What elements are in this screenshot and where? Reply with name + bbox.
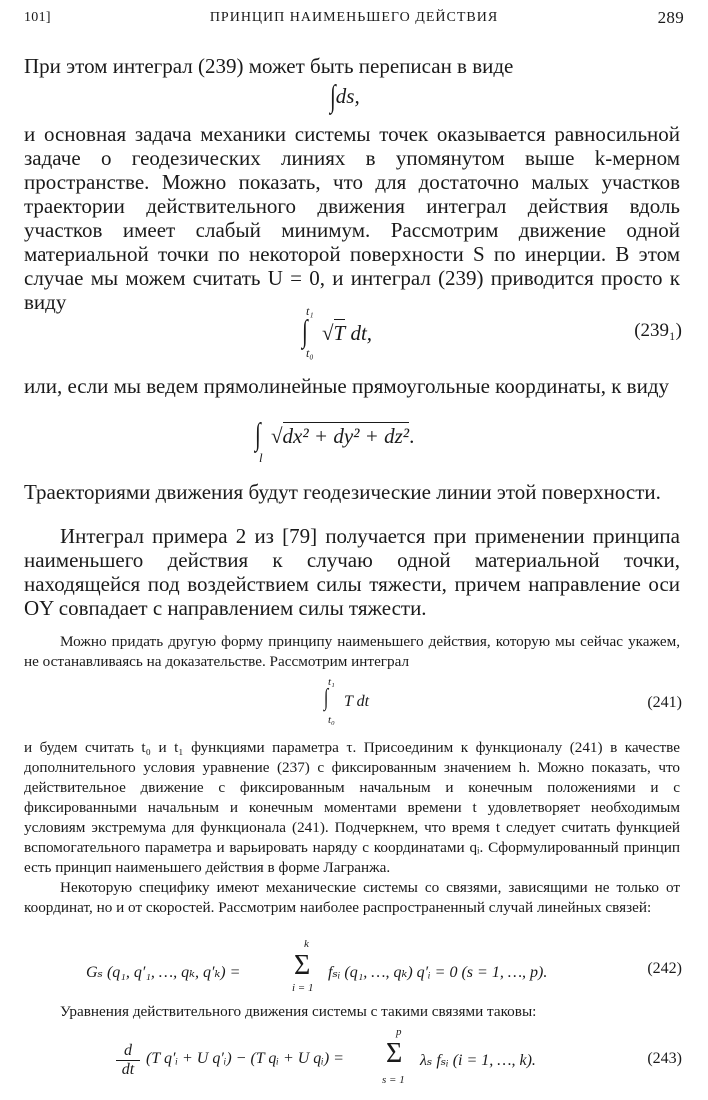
upper-limit-241: t₁ [328,676,335,688]
equation-arc-length: ∫ l √dx² + dy² + dz². [255,415,415,465]
equation-ds: ∫ds, [330,77,360,114]
equation-number-242: (242) [647,960,682,977]
derivative-fraction [116,1042,140,1079]
lower-limit: t₀ [306,346,314,360]
upper-limit: t₁ [306,304,314,318]
paragraph-7: и будем считать t₀ и t₁ функциями параметра τ. Присоединим к функционалу (241) в качестве дополнительного условия уравнение (237) с фиксированным значением h. Можно показать, что действительное движение с фиксированным начальным и конечным положениями и с фиксированными начальным и конечным моментами времени t удовлетворяет необходимым условиям экстремума для функционала (241). Подчеркнем, что время t следует считать функцией вспомогательного параметра и варьировать наряду с координатами qᵢ. Сформулированный принцип есть принцип наименьшего действия в форме Лагранжа. [24,739,680,876]
equation-242-rhs: fₛᵢ (q₁, …, qₖ) q′ᵢ = 0 (s = 1, …, p). [328,964,548,981]
paragraph-9: Уравнения действительного движения системы с такими связями таковы: [60,1003,537,1020]
equation-tail: dt, [350,321,373,345]
equation-242 [60,938,620,998]
paragraph-2: и основная задача механики системы точек оказывается равносильной задаче о геодезических линиях в упомянутом выше k-мерном пространстве. Можно показать, что для достаточно малых участков траектории действительного движения интеграл действия вдоль участков имеет слабый минимум. Рассмотрим движение одной материальной точки по некоторой поверхности S по инерции. В этом случае мы можем считать U = 0, и интеграл (239) приводится просто к виду [24,122,680,314]
paragraph-6: Можно придать другую форму принципу наименьшего действия, которую мы сейчас укажем, не останавливаясь на доказательстве. Рассмотрим интеграл [24,633,680,670]
fraction-numerator: d [116,1042,140,1061]
paragraph-5: Интеграл примера 2 из [79] получается при применении принципа наименьшего действия к случаю одной материальной точки, находящейся под воздействием силы тяжести, причем направление оси OY совпадает с направлением силы тяжести. [24,524,680,620]
paragraph-8: Некоторую специфику имеют механические системы со связями, зависящими не только от координат, но и от скоростей. Рассмотрим наиболее распространенный случай линейных связей: [24,879,680,916]
radicand: T [333,321,346,345]
lower-limit-l: l [259,450,263,465]
lower-limit-241: t₀ [328,714,335,726]
equation-number-243: (243) [647,1050,682,1067]
section-number: 101] [24,10,51,25]
equation-243-rhs: λₛ fₛᵢ (i = 1, …, k). [420,1052,536,1069]
equation-tail-dot: . [409,424,415,448]
running-title: ПРИНЦИП НАИМЕНЬШЕГО ДЕЙСТВИЯ [209,10,499,25]
equation-number-241: (241) [647,694,682,711]
sum-upper-242: k [304,938,309,950]
equation-243-lhs: (T q′ᵢ + U q′ᵢ) − (T qᵢ + U qᵢ) = [146,1050,344,1067]
equation-241-body: T dt [344,693,370,710]
equation-241: t₁ ∫ t₀ T dt [324,676,370,726]
equation-242-lhs: Gₛ (q₁, q′₁, …, qₖ, q′ₖ) = [86,964,241,981]
radicand-arc: dx² + dy² + dz² [282,424,410,448]
fraction-denominator: dt [121,1061,135,1078]
sum-lower-242: i = 1 [292,982,314,994]
sum-lower-243: s = 1 [382,1074,405,1086]
equation-243 [110,1026,610,1096]
equation-239-1: t₁ ∫ t₀ √T dt, [302,304,373,360]
equation-ds-text: ds, [335,84,360,108]
sum-sign-icon: Σ [386,1038,403,1069]
equation-number-239-1: (239₁) [634,320,682,341]
paragraph-3: или, если мы ведем прямолинейные прямоугольные координаты, к виду [24,374,670,398]
page-number: 289 [657,8,684,27]
running-header [24,8,684,30]
paragraph-4: Траекториями движения будут геодезические линии этой поверхности. [24,480,661,504]
sum-upper-243: p [396,1026,402,1038]
sum-sign-icon: Σ [294,950,311,981]
paragraph-1: При этом интеграл (239) может быть переписан в виде [24,54,514,78]
